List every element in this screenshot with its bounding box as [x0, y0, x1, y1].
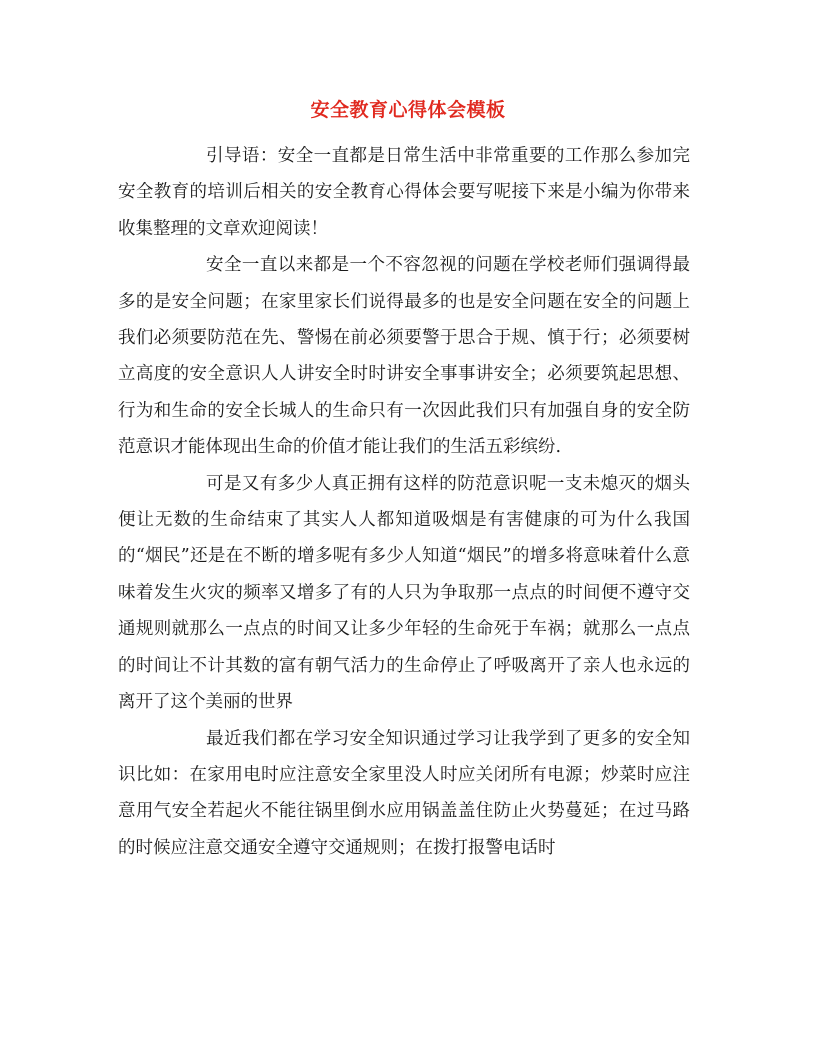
document-body — [118, 138, 690, 866]
paragraph-smoking-traffic: 可是又有多少人真正拥有这样的防范意识呢一支未熄灭的烟头便让无数的生命结束了其实人人都知道吸烟是有害健康的可为什么我国的“烟民”还是在不断的增多呢有多少人知道“烟民”的增多将意味着什么意味着发生火灾的频率又增多了有的人只为争取那一点点的时间便不遵守交通规则就那么一点点的时间又让多少年轻的生命死于车祸；就那么一点点的时间让不计其数的富有朝气活力的生命停止了呼吸离开了亲人也永远的离开了这个美丽的世界 — [118, 473, 690, 713]
document-title: 安全教育心得体会模板 — [310, 99, 506, 121]
paragraph-intro: 引导语：安全一直都是日常生活中非常重要的工作那么参加完安全教育的培训后相关的安全教育心得体会要写呢接下来是小编为你带来收集整理的文章欢迎阅读！ — [118, 146, 690, 239]
paragraph-safety-importance: 安全一直以来都是一个不容忽视的问题在学校老师们强调得最多的是安全问题；在家里家长们说得最多的也是安全问题在安全的问题上我们必须要防范在先、警惕在前必须要警于思合于规、慎于行；必须要树立高度的安全意识人人讲安全时时讲安全事事讲安全；必须要筑起思想、行为和生命的安全长城人的生命只有一次因此我们只有加强自身的安全防范意识才能体现出生命的价值才能让我们的生活五彩缤纷. — [118, 255, 690, 458]
paragraph-safety-knowledge: 最近我们都在学习安全知识通过学习让我学到了更多的安全知识比如：在家用电时应注意安全家里没人时应关闭所有电源；炒菜时应注意用气安全若起火不能往锅里倒水应用锅盖盖住防止火势蔓延；在过马路的时候应注意交通安全遵守交通规则；在拨打报警电话时 — [118, 728, 690, 858]
